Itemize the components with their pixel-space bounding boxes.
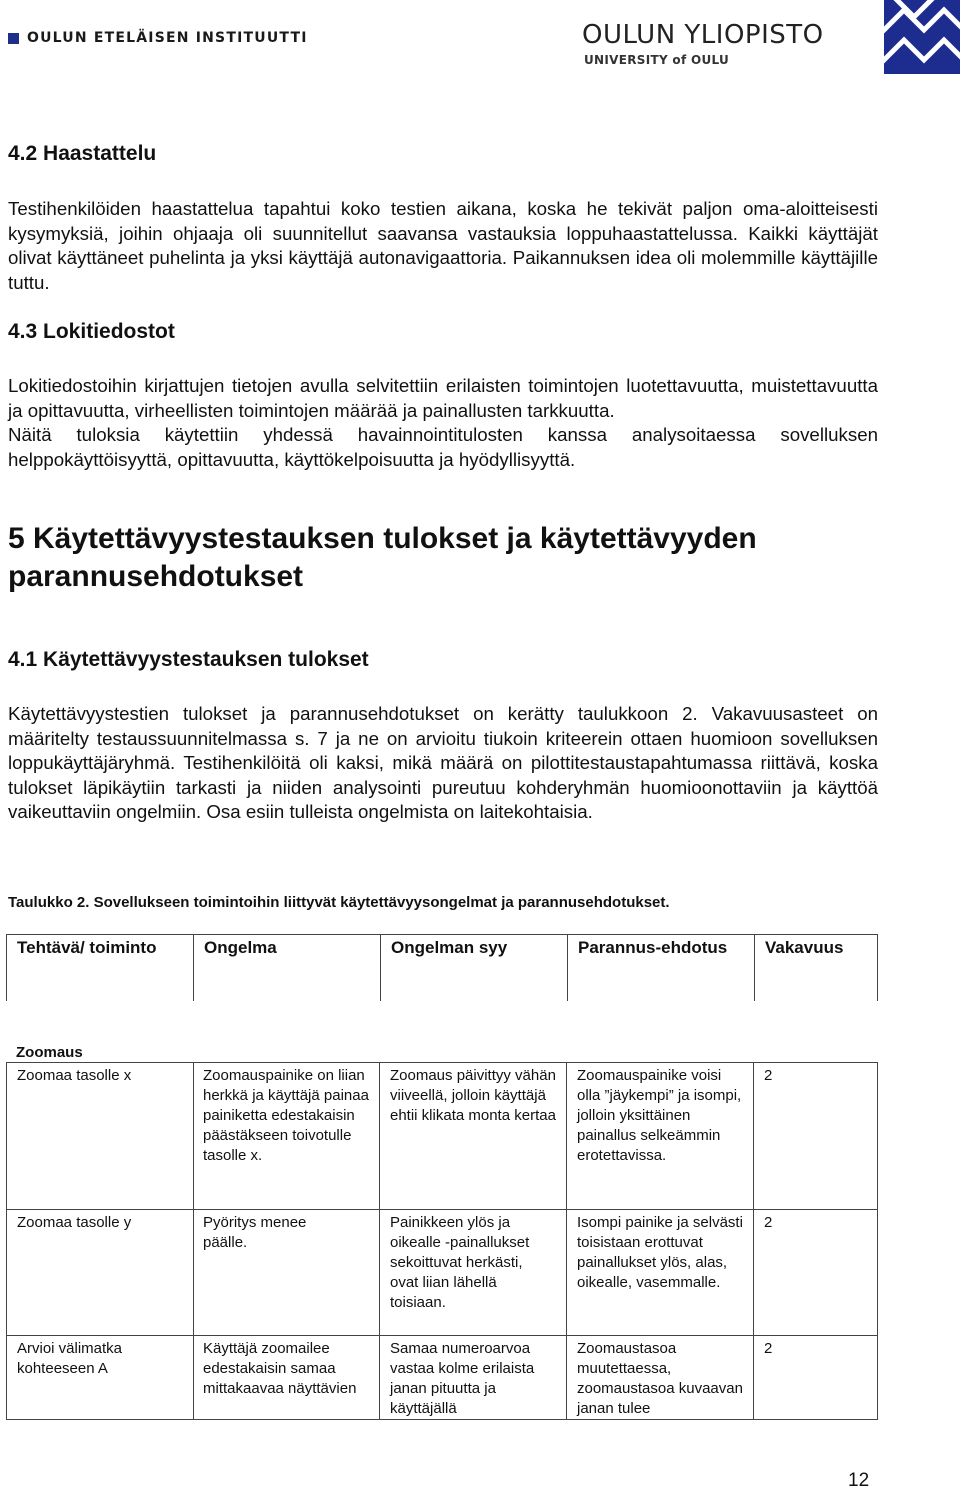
- university-name: OULUN YLIOPISTO: [582, 20, 824, 50]
- cell-problem: Zoomauspainike on liian herkkä ja käyttäjä painaa painiketta edestakaisin päästäkseen toivotulle tasolle x.: [203, 1067, 369, 1164]
- results-table: [6, 1062, 878, 1420]
- table-row: [7, 1209, 877, 1336]
- cell-task: Arvioi välimatka kohteeseen A: [17, 1340, 123, 1377]
- cell-severity: 2: [764, 1067, 773, 1084]
- table-group-title: Zoomaus: [16, 1044, 83, 1061]
- cell-task: Zoomaa tasolle y: [17, 1214, 132, 1231]
- logo-square-icon: [8, 33, 19, 44]
- table-row: [7, 1335, 877, 1420]
- section-title-4-1: 4.1 Käytettävyystestauksen tulokset: [8, 648, 369, 671]
- table-header-row: [6, 934, 878, 1001]
- chapter-title-line-2: parannusehdotukset: [8, 560, 304, 593]
- cell-task: Zoomaa tasolle x: [17, 1067, 132, 1084]
- section-text-4-3-a: Lokitiedostoihin kirjattujen tietojen avulla selvitettiin erilaisten toimintojen luotettavuutta, muistettavuutta ja opittavuutta, virheellisten toimintojen määrää ja painallusten tarkkuutta.: [8, 375, 878, 421]
- cell-severity: 2: [764, 1214, 773, 1231]
- section-title-4-3: 4.3 Lokitiedostot: [8, 320, 175, 343]
- header-cause: Ongelman syy: [380, 935, 567, 1001]
- cell-problem: Pyöritys menee päälle.: [203, 1214, 307, 1251]
- cell-problem: Käyttäjä zoomailee edestakaisin samaa mittakaavaa näyttävien: [203, 1340, 357, 1397]
- cell-cause: Painikkeen ylös ja oikealle -painallukset sekoittuvat herkästi, ovat liian lähellä toisiaan.: [390, 1214, 530, 1311]
- cell-suggestion: Zoomauspainike voisi olla ”jäykempi” ja isompi, jolloin yksittäinen painallus selkeämmin erotettavissa.: [577, 1067, 742, 1164]
- cell-cause: Samaa numeroarvoa vastaa kolme erilaista janan pituutta ja käyttäjällä: [390, 1340, 535, 1417]
- chapter-title-line-1: 5 Käytettävyystestauksen tulokset ja käytettävyyden: [8, 522, 757, 555]
- cell-suggestion: Isompi painike ja selvästi toisistaan erottuvat painallukset ylös, alas, oikealle, vasemmalle.: [577, 1214, 743, 1291]
- cell-severity: 2: [764, 1340, 773, 1357]
- cell-suggestion: Zoomaustasoa muutettaessa, zoomaustasoa kuvaavan janan tulee: [577, 1340, 743, 1417]
- university-name-english: UNIVERSITY of OULU: [584, 53, 730, 67]
- university-logo: [582, 20, 882, 67]
- section-text-4-1: Käytettävyystestien tulokset ja parannusehdotukset on kerätty taulukkoon 2. Vakavuusasteet on määritelty testaussuunnitelmassa s. 7 ja ne on arvioitu tiukoin kriteerein ottaen huomioon sovelluksen loppukäyttäjäryhmä. Testihenkilöitä oli kaksi, mikä määrä on pilottitestaustapahtumassa riittävä, koska tulokset läpikäytiin tarkasti ja niiden analysointi pureutuu kohderyhmän huomioonottaviin ja käyttöä vaikeuttaviin ongelmiin. Osa esiin tulleista ongelmista on laitekohtaisia.: [8, 703, 878, 822]
- table-row: [7, 1063, 877, 1209]
- institute-name: OULUN ETELÄISEN INSTITUUTTI: [27, 30, 308, 46]
- institute-logo: [8, 30, 308, 46]
- page-number: 12: [848, 1470, 870, 1491]
- header-severity: Vakavuus: [754, 935, 878, 1001]
- section-text-4-2: Testihenkilöiden haastattelua tapahtui koko testien aikana, koska he tekivät paljon oma-aloitteisesti kysymyksiä, joihin ohjaaja oli suunnitellut saavansa vastauksia loppuhaastattelussa. Kaikki käyttäjät olivat käyttäneet puhelinta ja yksi käyttäjä autonavigaattoria. Paikannuksen idea oli molemmille käyttäjille tuttu.: [8, 198, 878, 293]
- header-task: Tehtävä/ toiminto: [6, 935, 193, 1001]
- header-suggestion: Parannus-ehdotus: [567, 935, 754, 1001]
- university-emblem-icon: [884, 0, 960, 74]
- section-title-4-2: 4.2 Haastattelu: [8, 142, 157, 165]
- section-text-4-3-b: Näitä tuloksia käytettiin yhdessä havainnointitulosten kanssa analysoitaessa sovelluksen helppokäyttöisyyttä, opittavuutta, käyttökelpoisuutta ja hyödyllisyyttä.: [8, 424, 878, 470]
- cell-cause: Zoomaus päivittyy vähän viiveellä, jolloin käyttäjä ehtii klikata monta kertaa: [390, 1067, 556, 1124]
- chapter-title-5: [8, 520, 908, 596]
- table-caption: Taulukko 2. Sovellukseen toimintoihin liittyvät käytettävyysongelmat ja parannusehdotukset.: [8, 894, 670, 911]
- header-problem: Ongelma: [193, 935, 380, 1001]
